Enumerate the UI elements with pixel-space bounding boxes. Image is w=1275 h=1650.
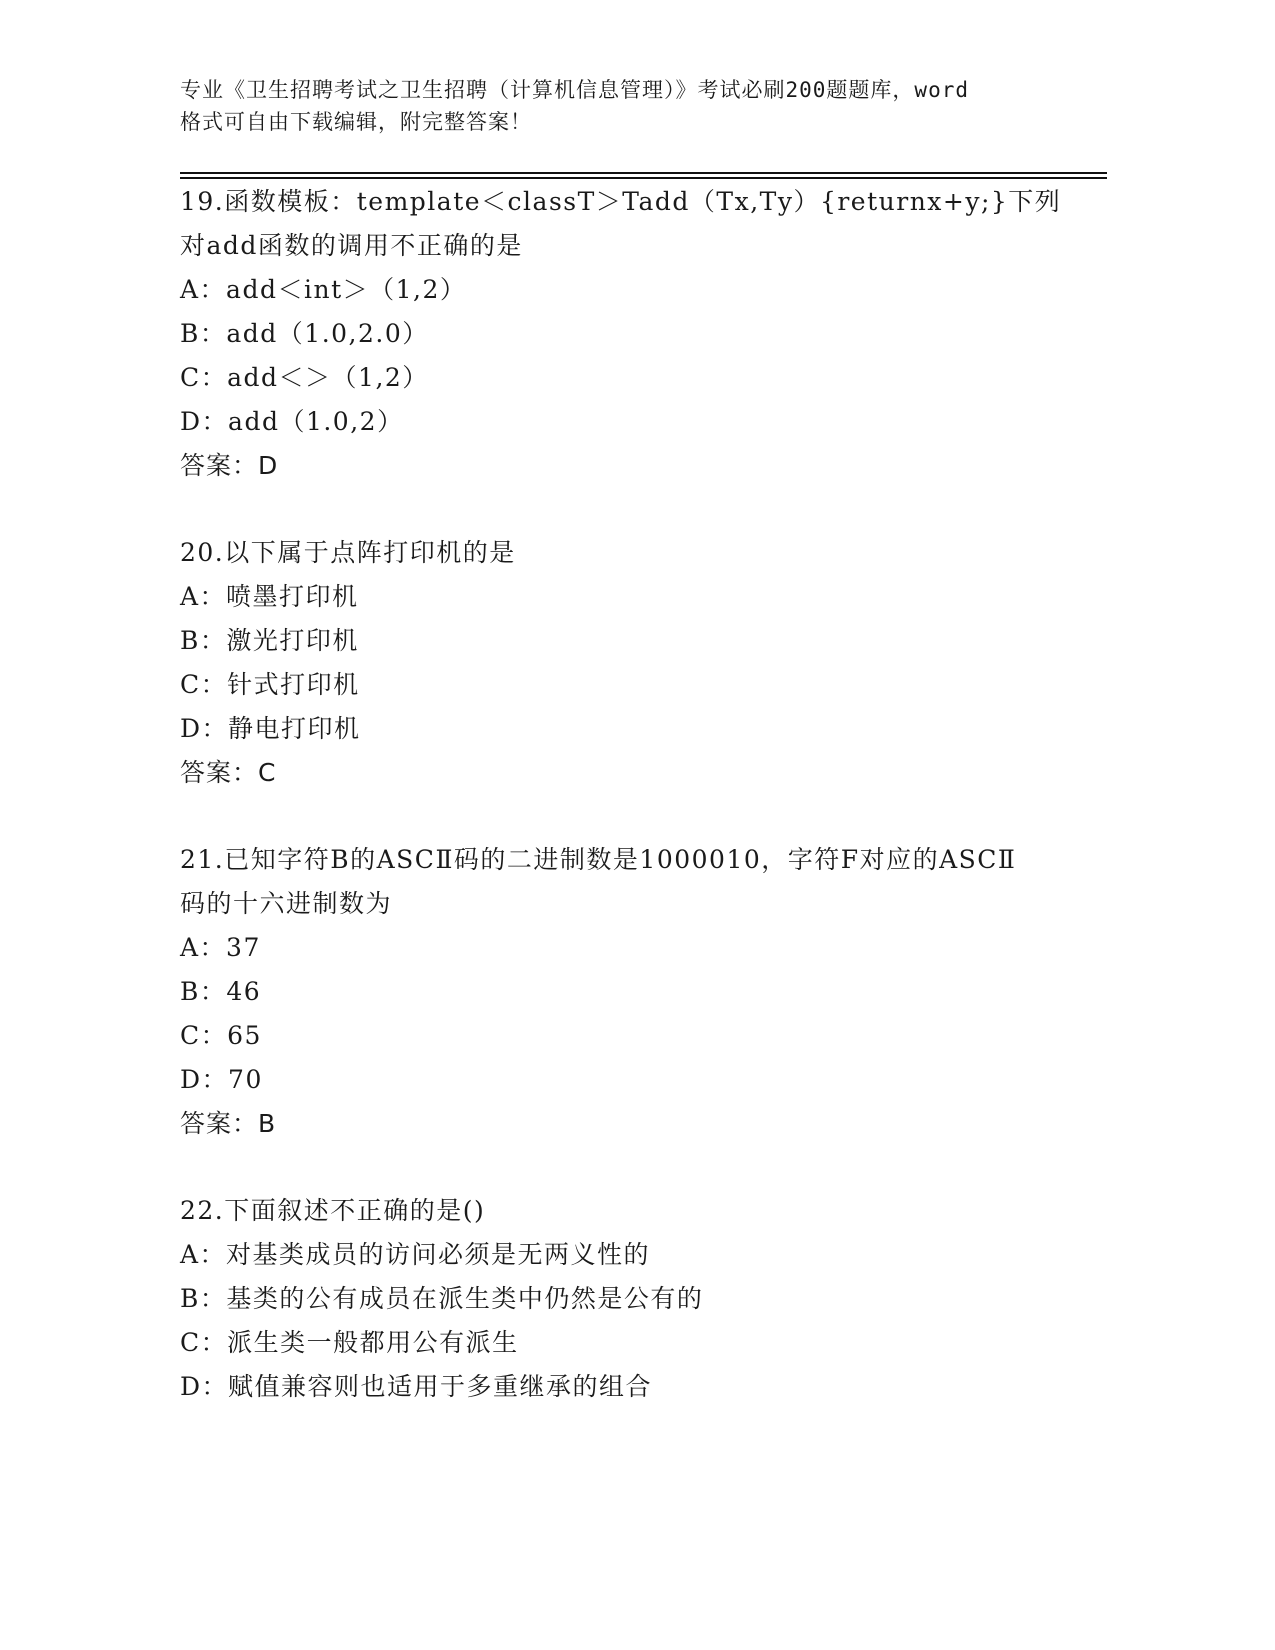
document-header: [180, 74, 1060, 138]
option-c: C：add＜＞（1,2）: [180, 363, 429, 392]
header-divider-bottom: [180, 177, 1107, 179]
answer: 答案：D: [180, 451, 279, 480]
option-a: A：对基类成员的访问必须是无两义性的: [180, 1240, 651, 1269]
header-line-2: 格式可自由下载编辑，附完整答案！: [180, 110, 532, 134]
option-c: C：针式打印机: [180, 670, 360, 699]
option-d: D：静电打印机: [180, 714, 361, 743]
option-c: C：65: [180, 1021, 262, 1050]
option-b: B：46: [180, 977, 262, 1006]
option-d: D：add（1.0,2）: [180, 407, 404, 436]
question-stem: 20.以下属于点阵打印机的是: [180, 538, 516, 567]
question-stem: 21.已知字符B的ASCⅡ码的二进制数是1000010，字符F对应的ASCⅡ: [180, 845, 1017, 874]
question-list: [180, 180, 1080, 1452]
option-b: B：add（1.0,2.0）: [180, 319, 429, 348]
option-d: D：赋值兼容则也适用于多重继承的组合: [180, 1372, 653, 1401]
option-b: B：激光打印机: [180, 626, 359, 655]
header-line-1: 专业《卫生招聘考试之卫生招聘（计算机信息管理）》考试必刷200题题库，word: [180, 78, 969, 102]
option-a: A：add＜int＞（1,2）: [180, 275, 467, 304]
option-a: A：37: [180, 933, 261, 962]
option-a: A：喷墨打印机: [180, 582, 359, 611]
question-stem: 19.函数模板：template＜classT＞Tadd（Tx,Ty）{returnx+y;}下列: [180, 187, 1062, 216]
question-stem-continued: 码的十六进制数为: [180, 889, 393, 918]
question-22: [180, 1189, 1080, 1409]
question-19: [180, 180, 1080, 488]
answer: 答案：C: [180, 758, 277, 787]
option-d: D：70: [180, 1065, 263, 1094]
option-c: C：派生类一般都用公有派生: [180, 1328, 519, 1357]
header-divider-top: [180, 172, 1107, 174]
question-21: [180, 838, 1080, 1146]
answer: 答案：B: [180, 1109, 277, 1138]
question-stem-continued: 对add函数的调用不正确的是: [180, 231, 523, 260]
question-stem: 22.下面叙述不正确的是(): [180, 1196, 486, 1225]
option-b: B：基类的公有成员在派生类中仍然是公有的: [180, 1284, 704, 1313]
question-20: [180, 531, 1080, 795]
